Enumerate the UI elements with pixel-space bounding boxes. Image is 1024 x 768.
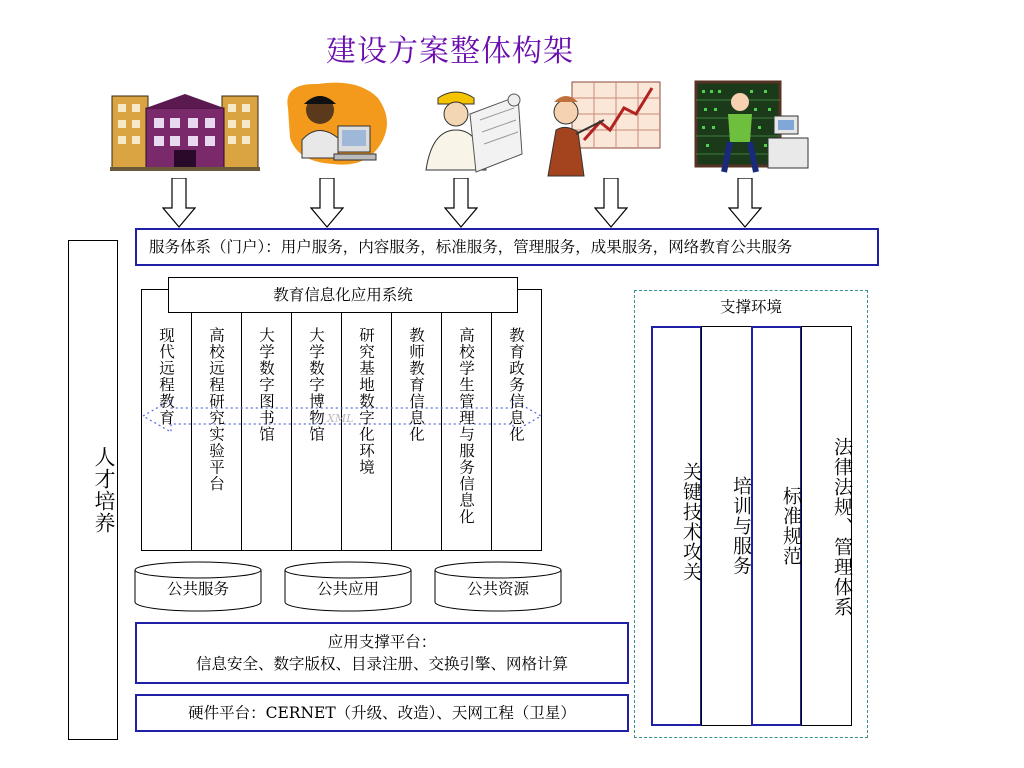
support-column-label: 关键技术攻关: [680, 462, 702, 582]
app-column-label: 教育政务信息化: [507, 327, 525, 443]
support-column-label: 标准规范: [780, 486, 802, 566]
down-arrow-icon: [728, 178, 762, 228]
cylinder-public-resource: [434, 560, 564, 612]
cylinder-label: 公共资源: [466, 580, 530, 598]
server-room-icon: [694, 80, 810, 178]
application-support-platform: [135, 622, 629, 684]
platform-items: 信息安全、数字版权、目录注册、交换引擎、网格计算: [195, 655, 568, 673]
talent-cultivation-box: [68, 240, 118, 740]
support-environment-title: 支撑环境: [719, 298, 782, 316]
down-arrow-icon: [162, 178, 196, 228]
app-column-label: 高校远程研究实验平台: [207, 327, 225, 492]
app-column-label: 高校学生管理与服务信息化: [457, 327, 475, 525]
support-column-label: 法律法规、管理体系: [831, 437, 853, 617]
app-column-label: 研究基地数字化环境: [357, 327, 375, 476]
cylinder-label: 公共应用: [316, 580, 380, 598]
app-column-label: 教师教育信息化: [407, 327, 425, 443]
hardware-platform: 硬件平台：CERNET（升级、改造）、天网工程（卫星）: [135, 694, 629, 732]
building-icon: [110, 88, 260, 173]
app-column-label: 大学数字博物馆: [307, 327, 325, 443]
presenter-chart-icon: [544, 80, 662, 182]
engineer-blueprint-icon: [418, 84, 526, 174]
watermark-text: XML: [327, 412, 354, 425]
app-column-label: 现代远程教育: [157, 327, 175, 426]
talent-cultivation-label: 人才培养: [92, 446, 116, 534]
application-systems-header: 教育信息化应用系统: [168, 277, 518, 313]
support-column-label: 培训与服务: [730, 476, 752, 576]
cylinder-public-application: [284, 560, 414, 612]
cylinder-public-service: [134, 560, 264, 612]
platform-title: 应用支撑平台：: [327, 633, 437, 651]
down-arrow-icon: [310, 178, 344, 228]
computer-user-icon: [278, 78, 396, 168]
page-title: 建设方案整体构架: [326, 34, 574, 69]
app-column-label: 大学数字图书馆: [257, 327, 275, 443]
down-arrow-icon: [444, 178, 478, 228]
down-arrow-icon: [594, 178, 628, 228]
cylinder-label: 公共服务: [166, 580, 230, 598]
service-portal-bar: 服务体系（门户）：用户服务，内容服务，标准服务，管理服务，成果服务，网络教育公共服务: [135, 228, 879, 266]
